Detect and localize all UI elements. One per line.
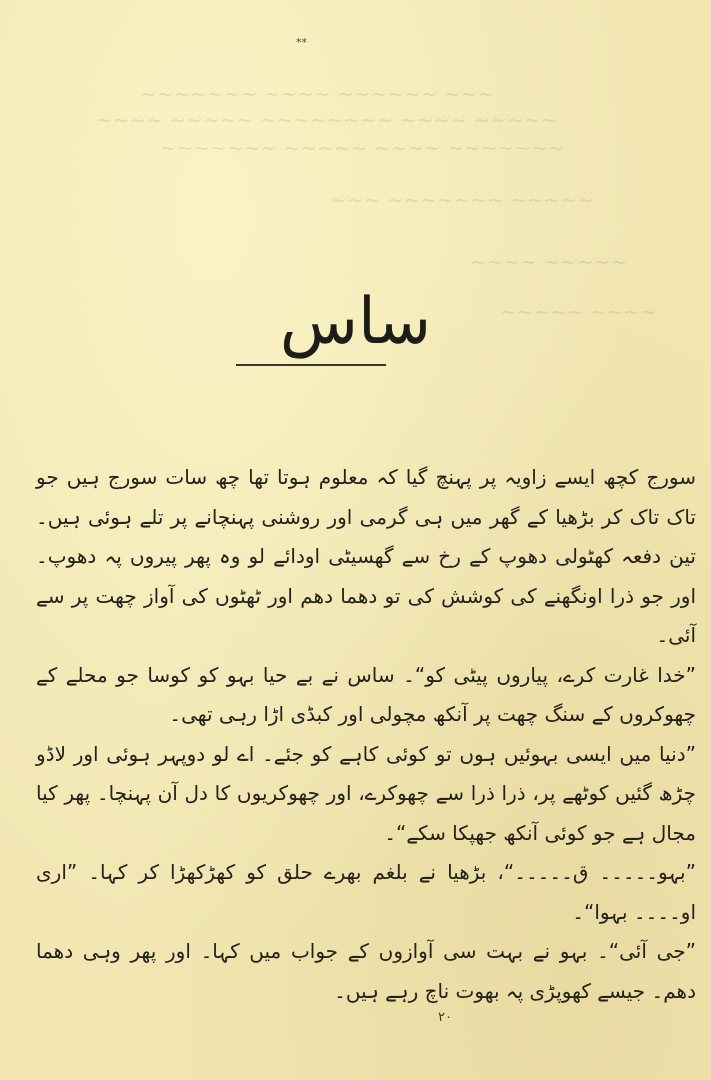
paragraph: ”خدا غارت کرے، پیاروں پیٹی کو“۔ ساس نے بے حیا بہو کو کوسا جو محلے کے چھوکروں کے سنگ چھت پر آنکھ مچولی اور کبڈی اڑا رہی تھی۔ [36, 662, 696, 726]
paragraph: ”جی آئی“۔ بہو نے بہت سی آوازوں کے جواب میں کہا۔ اور پھر وہی دھما دھم۔ جیسے کھوپڑی پہ بھوت ناچ رہے ہیں۔ [36, 939, 696, 1003]
page-number: ۲۰ [438, 1010, 452, 1025]
bleed-through-text: ~~~~~ ~~~~ [470, 250, 628, 274]
paragraph: سورج کچھ ایسے زاویہ پر پہنچ گیا کہ معلوم ہوتا تھا چھ سات سورج ہیں جو تاک تاک کر بڑھیا کے گھر میں ہی گرمی اور روشنی پہنچانے پر تلے ہوئی ہیں۔ تین دفعہ کھٹولی دھوپ کے رخ سے گھسیٹی اودائے لو وہ پھر پیروں پہ دھوپ۔ اور جو ذرا اونگھنے کی کوشش کی تو دھما دھم اور ٹھٹوں کی آواز چھت پر سے آئی۔ [36, 465, 696, 647]
bleed-through-text: ~~~~ ~~~~~ [500, 300, 658, 324]
title-underline [236, 364, 386, 366]
bleed-through-text: ~~~ ~~~~~~ ~~~~ ~~~~~~~ [140, 82, 495, 106]
paragraph: ”دنیا میں ایسی بہوئیں ہوں تو کوئی کاہے کو جئے۔ اے لو دوپہر ہوئی اور لاڈو چڑھ گئیں کوٹھے پر، ذرا ذرا سے چھوکرے، اور چھوکریوں کا دل آن پہنچا۔ پھر کیا مجال ہے جو کوئی آنکھ جھپکا سکے“۔ [36, 741, 696, 845]
bleed-through-text: ~~~~~~~ ~~~~ ~~~~~ ~~~~~~~ [160, 136, 565, 160]
chapter-title: ساس [279, 285, 432, 359]
paragraph: ”بہو۔۔۔۔۔ ق۔۔۔۔۔“، بڑھیا نے بلغم بھرے حلق کو کھڑکھڑا کر کہا۔ ”اری او۔۔۔۔ بہوا“۔ [36, 860, 696, 924]
bleed-through-text: ~~~~~ ~~~~ ~~~~~~~~ ~~~~~ ~~~~ [96, 108, 558, 132]
story-text [36, 458, 696, 1011]
page-marker: ** [296, 36, 307, 49]
bleed-through-text: ~~~~~ ~~~~~~~ ~~~ [330, 188, 595, 212]
